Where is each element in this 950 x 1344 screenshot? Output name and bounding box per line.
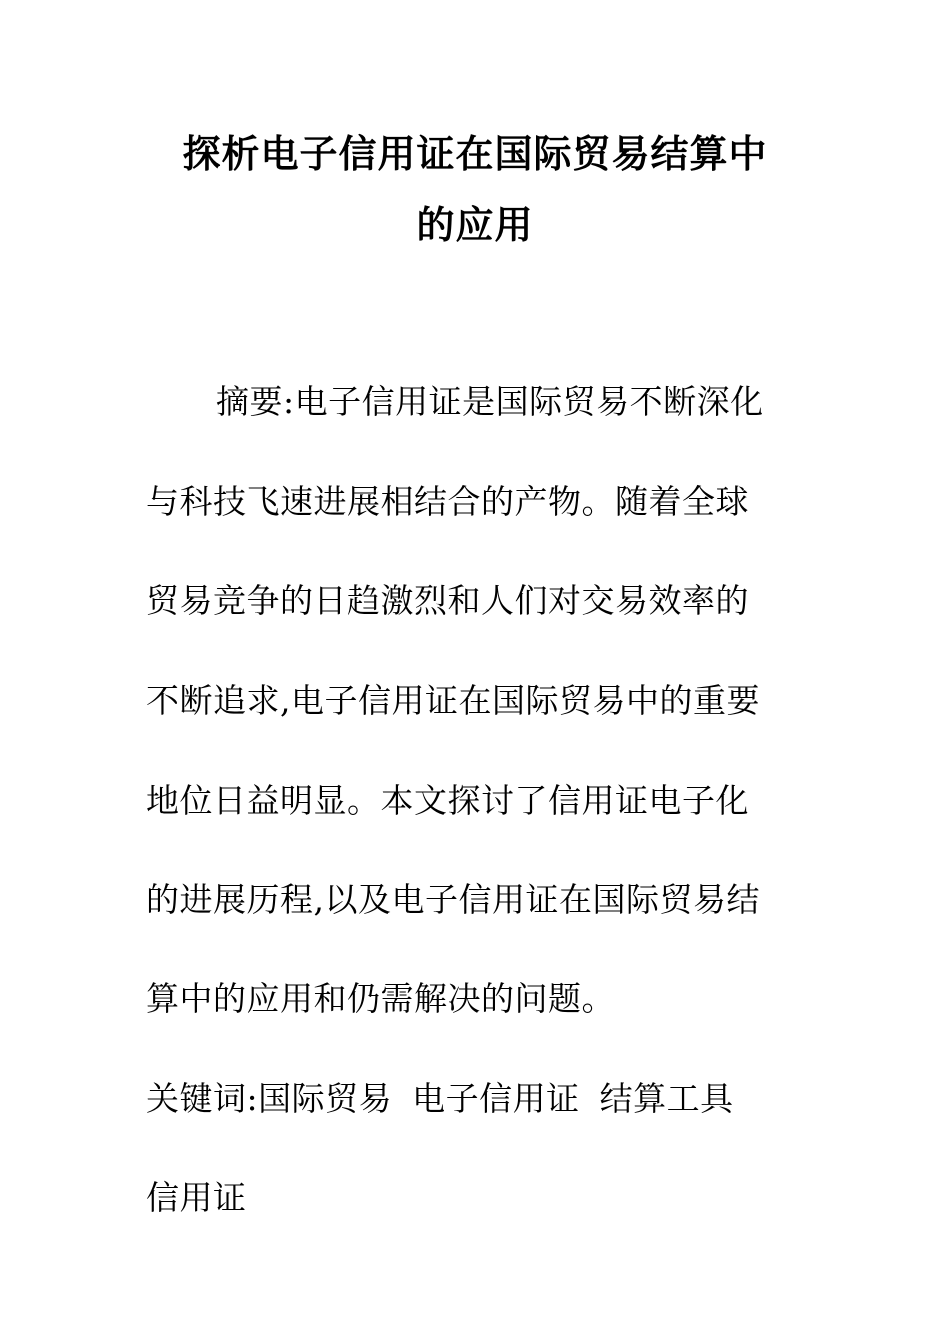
document-title-line-1: 探析电子信用证在国际贸易结算中 — [182, 132, 768, 176]
keywords-line — [146, 1079, 734, 1119]
abstract-line: 贸易竞争的日趋激烈和人们对交易效率的 — [146, 581, 749, 620]
keyword-item: 信用证 — [146, 1178, 247, 1217]
keyword-item: 国际贸易 — [258, 1079, 393, 1118]
abstract-line: 算中的应用和仍需解决的问题。 — [146, 979, 615, 1018]
keywords-label: 关键词: — [146, 1079, 259, 1118]
abstract-line: 的进展历程,以及电子信用证在国际贸易结 — [146, 880, 760, 919]
abstract-line: 与科技飞速进展相结合的产物。随着全球 — [146, 482, 749, 521]
keyword-item: 结算工具 — [599, 1079, 734, 1118]
abstract-line: 摘要:电子信用证是国际贸易不断深化 — [216, 382, 764, 421]
abstract-line: 不断追求,电子信用证在国际贸易中的重要 — [146, 681, 760, 720]
keyword-item: 电子信用证 — [412, 1079, 580, 1118]
document-title-line-2: 的应用 — [416, 203, 534, 247]
abstract-line: 地位日益明显。本文探讨了信用证电子化 — [146, 781, 749, 820]
